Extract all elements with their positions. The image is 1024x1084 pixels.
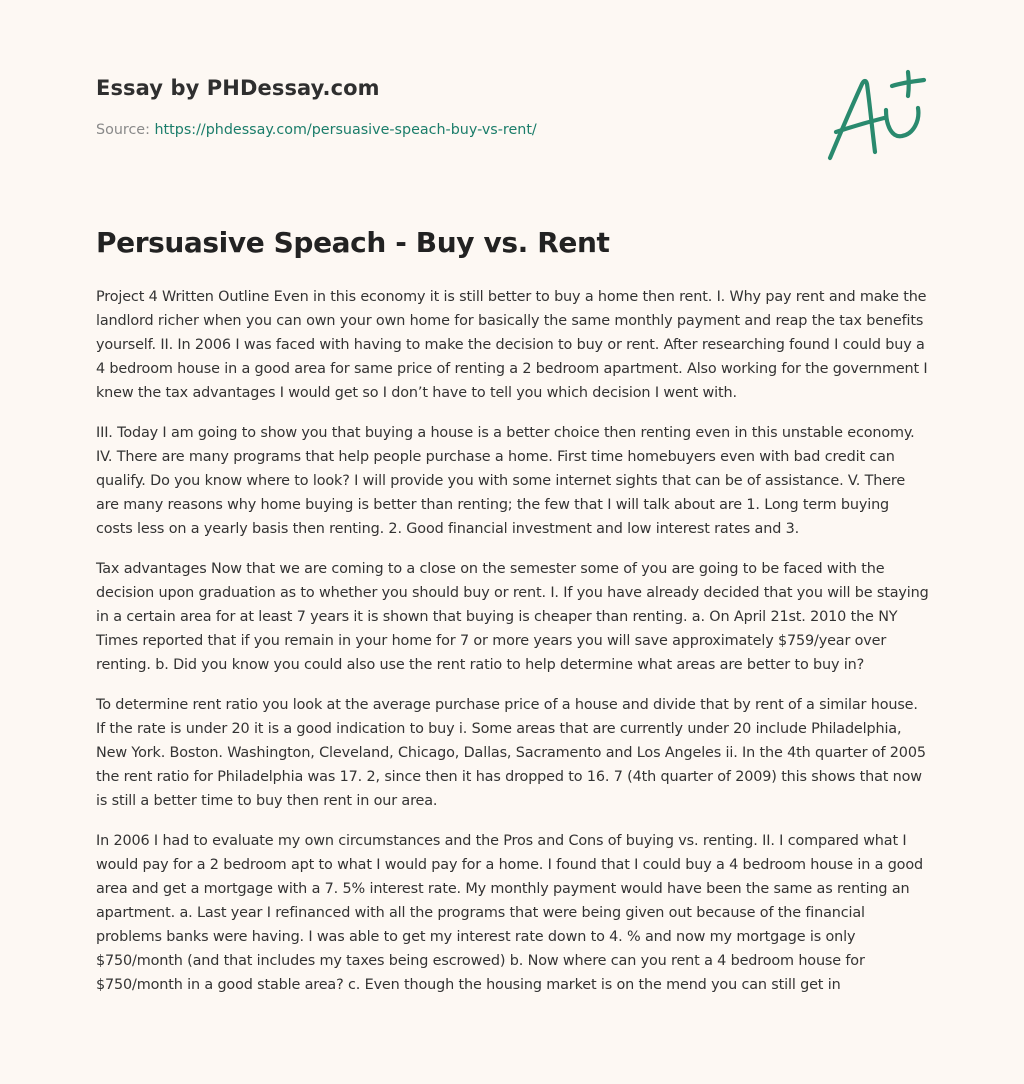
source-link[interactable]: https://phdessay.com/persuasive-speach-buy-vs-rent/	[154, 122, 537, 138]
source-label: Source:	[96, 122, 150, 138]
site-title: Essay by PHDessay.com	[96, 76, 380, 100]
essay-body	[96, 285, 930, 1013]
essay-paragraph: Tax advantages Now that we are coming to a close on the semester some of you are going to be faced with the decision upon graduation as to whether you should buy or rent. I. If you have already decided that you will be staying in a certain area for at least 7 years it is shown that buying is cheaper than renting. a. On April 21st. 2010 the NY Times reported that if you remain in your home for 7 or more years you will save approximately $759/year over renting. b. Did you know you could also use the rent ratio to help determine what areas are better to buy in?	[96, 561, 929, 673]
essay-paragraph: In 2006 I had to evaluate my own circumstances and the Pros and Cons of buying vs. renting. II. I compared what I would pay for a 2 bedroom apt to what I would pay for a home. I found that I could buy a 4 bedroom house in a good area and get a mortgage with a 7. 5% interest rate. My monthly payment would have been the same as renting an apartment. a. Last year I refinanced with all the programs that were being given out because of the financial problems banks were having. I was able to get my interest rate down to 4. % and now my mortgage is only $750/month (and that includes my taxes being escrowed) b. Now where can you rent a 4 bedroom house for $750/month in a good stable area? c. Even though the housing market is on the mend you can still get in	[96, 833, 923, 993]
essay-title: Persuasive Speach - Buy vs. Rent	[96, 226, 610, 259]
a-plus-logo-icon	[822, 68, 928, 164]
essay-paragraph: To determine rent ratio you look at the average purchase price of a house and divide that by rent of a similar house. If the rate is under 20 it is a good indication to buy i. Some areas that are currently under 20 include Philadelphia, New York. Boston. Washington, Cleveland, Chicago, Dallas, Sacramento and Los Angeles ii. In the 4th quarter of 2005 the rent ratio for Philadelphia was 17. 2, since then it has dropped to 16. 7 (4th quarter of 2009) this shows that now is still a better time to buy then rent in our area.	[96, 697, 926, 809]
essay-paragraph: III. Today I am going to show you that buying a house is a better choice then renting even in this unstable economy. IV. There are many programs that help people purchase a home. First time homebuyers even with bad credit can qualify. Do you know where to look? I will provide you with some internet sights that can be of assistance. V. There are many reasons why home buying is better than renting; the few that I will talk about are 1. Long term buying costs less on a yearly basis then renting. 2. Good financial investment and low interest rates and 3.	[96, 425, 915, 537]
essay-paragraph: Project 4 Written Outline Even in this economy it is still better to buy a home then rent. I. Why pay rent and make the landlord richer when you can own your own home for basically the same monthly payment and reap the tax benefits yourself. II. In 2006 I was faced with having to make the decision to buy or rent. After researching found I could buy a 4 bedroom house in a good area for same price of renting a 2 bedroom apartment. Also working for the government I knew the tax advantages I would get so I don’t have to tell you which decision I went with.	[96, 289, 928, 401]
page-header	[96, 76, 936, 138]
source-line	[96, 122, 936, 138]
